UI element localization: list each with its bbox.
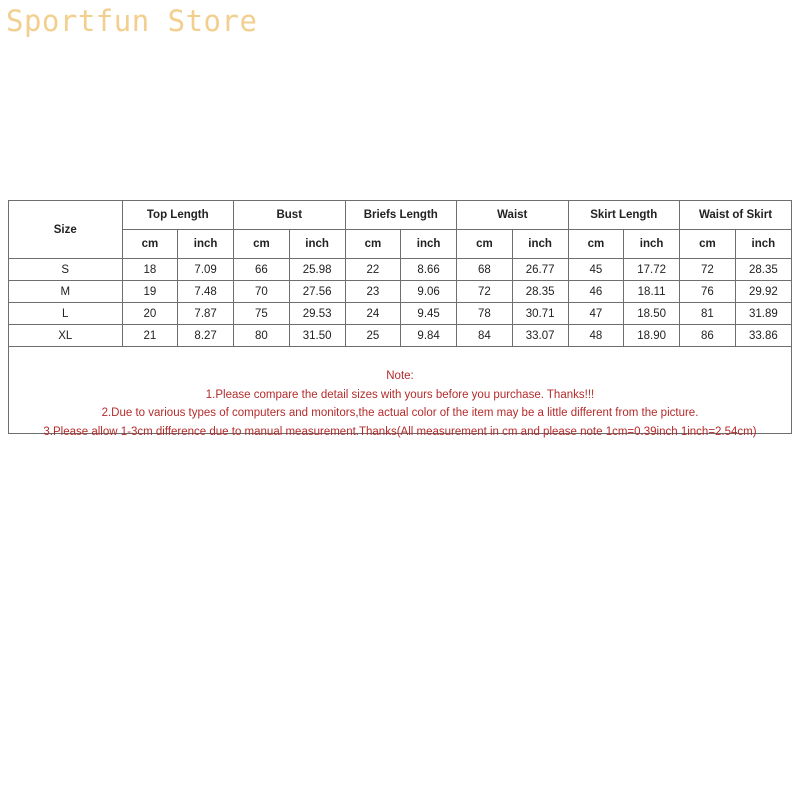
table-cell: 33.86 — [735, 325, 791, 347]
table-cell: 72 — [457, 281, 513, 303]
table-cell: 31.50 — [289, 325, 345, 347]
table-cell: 27.56 — [289, 281, 345, 303]
unit-header: cm — [568, 230, 624, 259]
unit-header: cm — [680, 230, 736, 259]
table-cell: 17.72 — [624, 259, 680, 281]
size-chart — [8, 200, 792, 438]
size-cell: L — [9, 303, 122, 325]
unit-header-row — [9, 230, 791, 259]
unit-header: cm — [457, 230, 513, 259]
table-row — [9, 259, 791, 281]
table-cell: 25 — [345, 325, 401, 347]
size-header: Size — [9, 201, 122, 259]
table-cell: 23 — [345, 281, 401, 303]
table-header-row — [9, 201, 791, 230]
table-cell: 7.87 — [178, 303, 234, 325]
table-cell: 25.98 — [289, 259, 345, 281]
table-cell: 19 — [122, 281, 178, 303]
table-cell: 48 — [568, 325, 624, 347]
table-cell: 45 — [568, 259, 624, 281]
size-cell: M — [9, 281, 122, 303]
table-cell: 86 — [680, 325, 736, 347]
table-cell: 26.77 — [512, 259, 568, 281]
unit-header: inch — [289, 230, 345, 259]
table-cell: 66 — [234, 259, 290, 281]
column-group-header: Skirt Length — [568, 201, 680, 230]
table-cell: 84 — [457, 325, 513, 347]
table-cell: 8.66 — [401, 259, 457, 281]
table-cell: 30.71 — [512, 303, 568, 325]
note-line: 1.Please compare the detail sizes with yours before you purchase. Thanks!!! — [205, 388, 595, 401]
table-cell: 18 — [122, 259, 178, 281]
unit-header: inch — [178, 230, 234, 259]
table-row — [9, 281, 791, 303]
table-cell: 22 — [345, 259, 401, 281]
table-cell: 9.84 — [401, 325, 457, 347]
store-watermark: Sportfun Store — [6, 4, 258, 38]
unit-header: inch — [624, 230, 680, 259]
table-cell: 18.11 — [624, 281, 680, 303]
table-cell: 20 — [122, 303, 178, 325]
table-cell: 28.35 — [735, 259, 791, 281]
table-cell: 29.92 — [735, 281, 791, 303]
table-cell: 9.06 — [401, 281, 457, 303]
column-group-header: Waist of Skirt — [680, 201, 792, 230]
table-cell: 21 — [122, 325, 178, 347]
table-cell: 7.09 — [178, 259, 234, 281]
table-cell: 47 — [568, 303, 624, 325]
table-cell: 33.07 — [512, 325, 568, 347]
column-group-header: Top Length — [122, 201, 234, 230]
unit-header: inch — [401, 230, 457, 259]
unit-header: cm — [122, 230, 178, 259]
size-cell: S — [9, 259, 122, 281]
size-cell: XL — [9, 325, 122, 347]
table-cell: 76 — [680, 281, 736, 303]
note-line: 2.Due to various types of computers and monitors,the actual color of the item may be a little different from the picture. — [101, 407, 699, 419]
unit-header: inch — [735, 230, 791, 259]
table-cell: 24 — [345, 303, 401, 325]
column-group-header: Waist — [457, 201, 569, 230]
table-cell: 7.48 — [178, 281, 234, 303]
column-group-header: Briefs Length — [345, 201, 457, 230]
table-cell: 18.50 — [624, 303, 680, 325]
table-cell: 75 — [234, 303, 290, 325]
table-cell: 9.45 — [401, 303, 457, 325]
table-cell: 80 — [234, 325, 290, 347]
table-cell: 70 — [234, 281, 290, 303]
notes-section — [9, 346, 791, 438]
column-group-header: Bust — [234, 201, 346, 230]
table-cell: 72 — [680, 259, 736, 281]
size-table — [9, 201, 791, 346]
table-row — [9, 303, 791, 325]
table-cell: 46 — [568, 281, 624, 303]
table-cell: 68 — [457, 259, 513, 281]
unit-header: cm — [234, 230, 290, 259]
table-cell: 18.90 — [624, 325, 680, 347]
notes-title: Note: — [386, 370, 414, 382]
table-cell: 28.35 — [512, 281, 568, 303]
table-cell: 81 — [680, 303, 736, 325]
table-cell: 8.27 — [178, 325, 234, 347]
unit-header: cm — [345, 230, 401, 259]
table-cell: 31.89 — [735, 303, 791, 325]
unit-header: inch — [512, 230, 568, 259]
table-row — [9, 325, 791, 347]
table-cell: 29.53 — [289, 303, 345, 325]
note-line: 3.Please allow 1-3cm difference due to manual measurement.Thanks(All measurement in cm and please note 1cm=0.39inch 1inch=2.54cm) — [43, 425, 757, 438]
table-cell: 78 — [457, 303, 513, 325]
